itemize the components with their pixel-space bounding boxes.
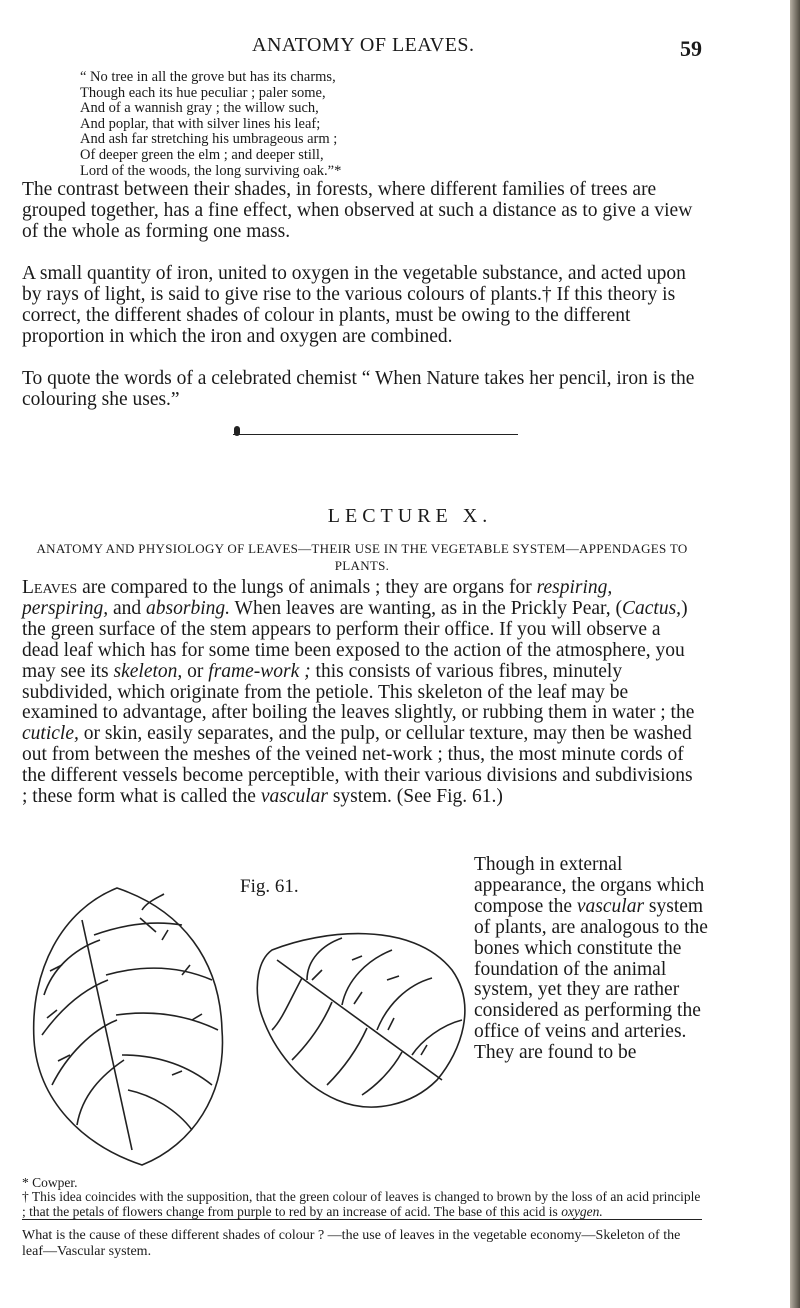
text-run: or [182,660,209,682]
poem-line: Though each its hue peculiar ; paler some, [80,84,326,101]
poem-line: Of deeper green the elm ; and deeper still, [80,146,324,163]
poem-line: And ash far stretching his umbrageous arm ; [80,131,338,148]
emphasis: skeleton, [113,660,183,682]
emphasis: frame-work ; [208,660,311,682]
review-questions: What is the cause of these different shades of colour ? —the use of leaves in the vegetable economy—Skeleton of the leaf—Vascular system. [22,1228,681,1259]
text-run: When leaves are wanting, as in the Prickly Pear, ( [230,597,623,619]
page-edge [790,0,800,1308]
emphasis: absorbing. [146,597,231,619]
emphasis: Cactus, [622,597,682,619]
text-run: or skin, easily separates, and the pulp, or cellular texture, may then be washed out from between the meshes of the veined net-work ; thus, the most minute cords of the different vessels become perceptible, with their various divisions and subdivisions ; these form what is called the [22,723,693,808]
running-head: ANATOMY OF LEAVES. [252,34,475,56]
paragraph-iron: A small quantity of iron, united to oxygen in the vegetable substance, and acted upon by rays of light, is said to give rise to the various colours of plants.† If this theory is correct, the different shades of colour in plants, must be owing to the different proportion in which the iron and oxygen are combined. [22,263,686,347]
section-divider [233,434,518,435]
paragraph-vascular [474,855,714,1064]
lecture-title: LECTURE X. [327,505,493,527]
emphasis: vascular [576,895,645,917]
text-run: system of plants, are analogous to the bones which constitute the foundation of the animal system, yet they are rather considered as performing the office of veins and arteries. They are found to be [474,895,708,1064]
text-run: ) the green surface of the stem appears to perform their office. If you will observe a dead leaf which has for some time been exposed to the action of the atmosphere, you may see its [22,597,688,682]
lecture-summary: ANATOMY AND PHYSIOLOGY OF LEAVES—THEIR USE IN THE VEGETABLE SYSTEM—APPENDAGES TO PLANTS. [36,541,688,573]
figure-caption: Fig. 61. [240,876,299,897]
emphasis: cuticle, [22,723,79,745]
footnote-cowper: * Cowper. [22,1175,78,1190]
text-run: and [108,597,147,619]
footnotes [22,1176,702,1219]
text-run: † This idea coincides with the supposition, that the green colour of leaves is changed to brown by the loss of an acid principle ; that the petals of flowers change from purple to red by an increase of acid. The base of this acid is [22,1189,701,1219]
leaf-skeleton-right [257,934,465,1107]
leaf-skeleton-figure [22,880,472,1170]
paragraph-leaves [22,578,702,808]
poem-line: “ No tree in all the grove but has its charms, [80,69,336,85]
text-run: system. (See Fig. 61.) [327,786,503,808]
footnote-acid [22,1190,702,1219]
paragraph-contrast: The contrast between their shades, in forests, where different families of trees are grouped together, has a fine effect, when observed at such a distance as to give a view of the whole as forming one mass. [22,179,693,242]
text-run: are compared to the lungs of animals ; they are organs for [77,577,537,598]
text-run: Though in external appearance, the organs which compose the [474,854,705,917]
lead-word: Leaves [22,577,78,598]
leaf-skeleton-left [34,888,223,1165]
emphasis: vascular [260,786,328,808]
page-number: 59 [680,36,702,61]
page-header [0,34,800,64]
text-run: this consists of various fibres, minutely subdivided, which originate from the petiole. This skeleton of the leaf may be examined to advantage, after boiling the leaves slightly, or rubbing them in water ; the [22,660,695,724]
emphasis: respiring, perspiring, [22,577,613,619]
footnote-divider [22,1219,702,1220]
poem-line: Lord of the woods, the long surviving oak.”* [80,162,342,179]
emphasis: oxygen. [561,1203,603,1219]
paragraph-quote: To quote the words of a celebrated chemist “ When Nature takes her pencil, iron is the colouring she uses.” [22,368,695,410]
poem-quotation [80,70,640,179]
poem-line: And of a wannish gray ; the willow such, [80,100,319,117]
poem-line: And poplar, that with silver lines his leaf; [80,115,321,132]
